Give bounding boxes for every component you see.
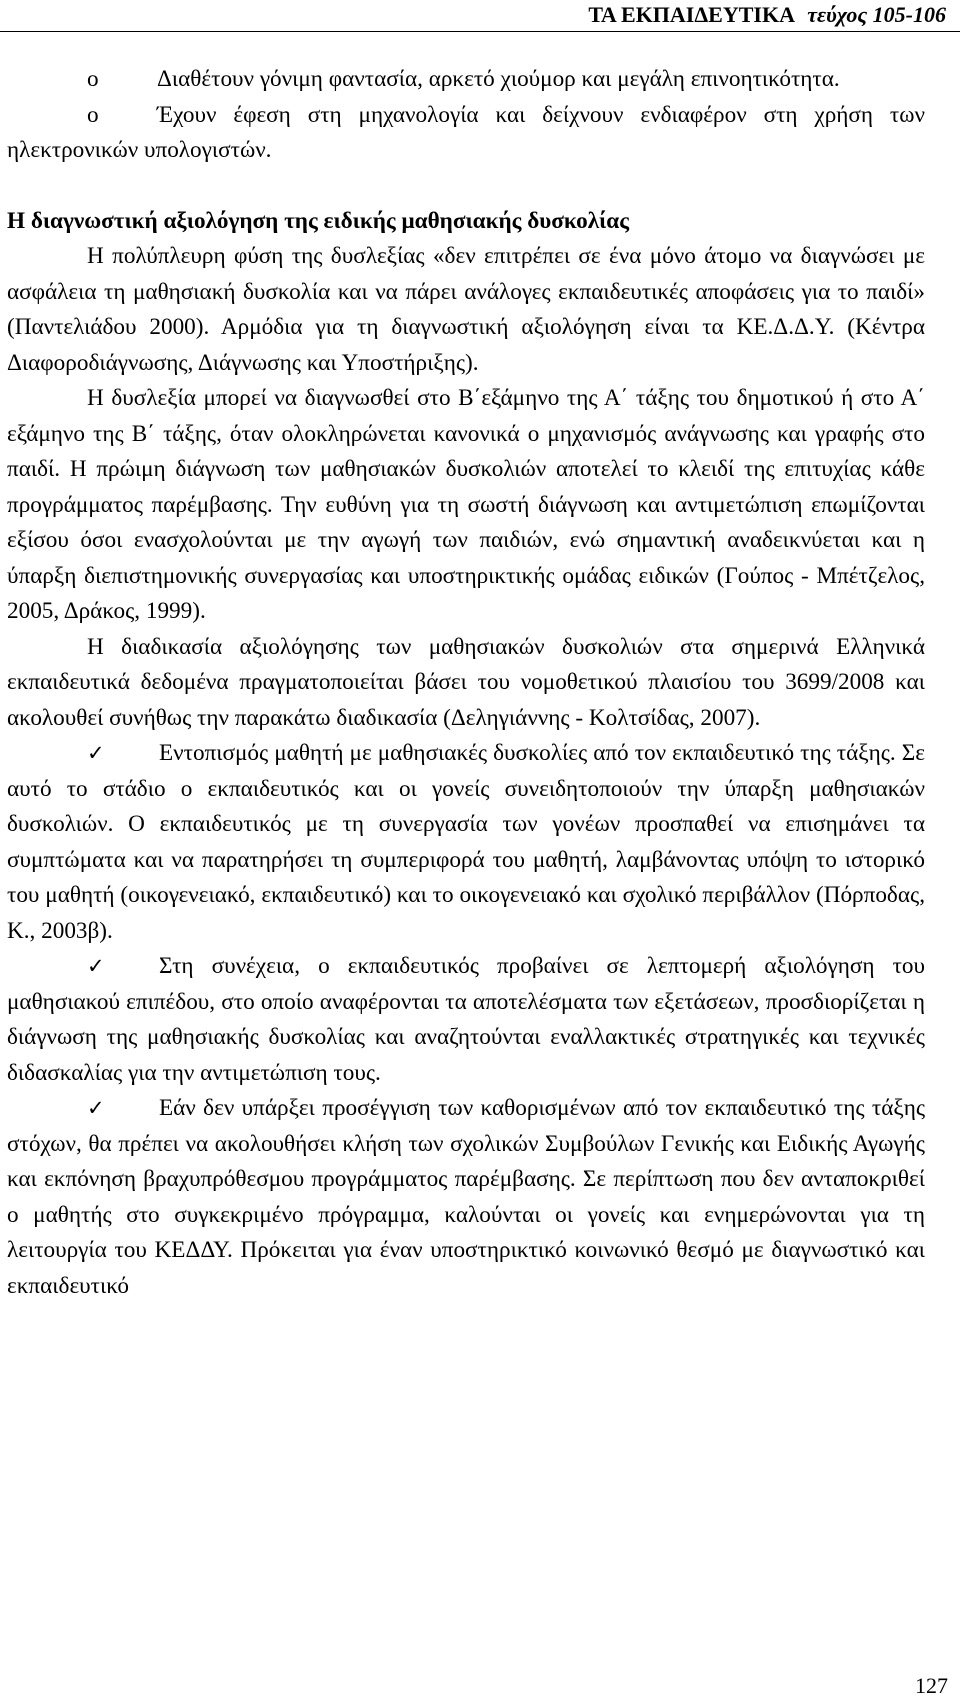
step-item	[7, 949, 925, 1091]
page-body	[7, 62, 925, 1304]
checkmark-icon: ✓	[87, 954, 105, 978]
section-heading: Η διαγνωστική αξιολόγηση της ειδικής μαθησιακής δυσκολίας	[7, 207, 629, 234]
step-text: Στη συνέχεια, ο εκπαιδευτικός προβαίνει σε λεπτομερή αξιολόγηση του μαθησιακού επιπέδου, στο οποίο αναφέρονται τα αποτελέσματα των εξετάσεων, προσδιορίζεται η διάγνωση της μαθησιακής δυσκολίας και αναζητούνται εναλλακτικές στρατηγικές και τεχνικές διδασκαλίας για την αντιμετώπιση τους.	[7, 953, 925, 1086]
bullet-marker: o	[87, 101, 99, 128]
checkmark-icon: ✓	[87, 741, 105, 765]
issue-number: τεύχος 105-106	[807, 2, 946, 27]
running-header	[0, 0, 960, 32]
step-text: Εντοπισμός μαθητή με μαθησιακές δυσκολίες από τον εκπαιδευτικό της τάξης. Σε αυτό το στάδιο ο εκπαιδευτικός και οι γονείς συνειδητοποιούν την ύπαρξη μαθησιακών δυσκολιών. Ο εκπαιδευτικός με τη συνεργασία των γονέων προσπαθεί να επισημάνει τα συμπτώματα και να παρατηρήσει τη συμπεριφορά του μαθητή, λαμβάνοντας υπόψη το ιστορικό του μαθητή (οικογενειακό, εκπαιδευτικό) και το οικογενειακό και σχολικό περιβάλλον (Πόρποδας, Κ., 2003β).	[7, 740, 925, 944]
bullet-item	[7, 62, 925, 98]
paragraph: Η δυσλεξία μπορεί να διαγνωσθεί στο Β΄εξάμηνο της Α΄ τάξης του δημοτικού ή στο Α΄ εξάμηνο της Β΄ τάξης, όταν ολοκληρώνεται κανονικά ο μηχανισμός ανάγνωσης και γραφής στο παιδί. Η πρώιμη διάγνωση των μαθησιακών δυσκολιών αποτελεί το κλειδί της επιτυχίας κάθε προγράμματος παρέμβασης. Την ευθύνη για τη σωστή διάγνωση και αντιμετώπιση επωμίζονται εξίσου όσοι ενασχολούνται με την αγωγή των παιδιών, ενώ σημαντική αναδεικνύεται και η ύπαρξη διεπιστημονικής συνεργασίας και υποστηρικτικής ομάδας ειδικών (Γούπος - Μπέτζελος, 2005, Δράκος, 1999).	[7, 385, 925, 624]
step-text: Εάν δεν υπάρξει προσέγγιση των καθορισμένων από τον εκπαιδευτικό της τάξης στόχων, θα πρέπει να ακολουθήσει κλήση των σχολικών Συμβούλων Γενικής και Ειδικής Αγωγής και εκπόνηση βραχυπρόθεσμου προγράμματος παρέμβασης. Σε περίπτωση που δεν ανταποκριθεί ο μαθητής στο συγκεκριμένο πρόγραμμα, καλούνται οι γονείς και ενημερώνονται για τη λειτουργία του ΚΕΔΔΥ. Πρόκειται για έναν υποστηρικτικό κοινωνικό θεσμό με διαγνωστικό και εκπαιδευτικό	[7, 1095, 925, 1299]
paragraph: Η πολύπλευρη φύση της δυσλεξίας «δεν επιτρέπει σε ένα μόνο άτομο να διαγνώσει με ασφάλεια τη μαθησιακή δυσκολία και να πάρει ανάλογες εκπαιδευτικές αποφάσεις για το παιδί» (Παντελιάδου 2000). Αρμόδια για τη διαγνωστική αξιολόγηση είναι τα ΚΕ.Δ.Δ.Υ. (Κέντρα Διαφοροδιάγνωσης, Διάγνωσης και Υποστήριξης).	[7, 243, 925, 376]
bullet-marker: o	[87, 66, 99, 92]
paragraph: Η διαδικασία αξιολόγησης των μαθησιακών δυσκολιών στα σημερινά Ελληνικά εκπαιδευτικά δεδομένα πραγματοποιείται βάσει του νομοθετικού πλαισίου του 3699/2008 και ακολουθεί συνήθως την παρακάτω διαδικασία (Δεληγιάννης - Κολτσίδας, 2007).	[7, 633, 925, 731]
page-number: 127	[915, 1673, 948, 1698]
bullet-text: Διαθέτουν γόνιμη φαντασία, αρκετό χιούμορ και μεγάλη επινοητικότητα.	[157, 66, 840, 92]
step-item	[7, 736, 925, 949]
header-text	[588, 2, 946, 28]
checkmark-icon: ✓	[87, 1096, 105, 1120]
bullet-text: Έχουν έφεση στη μηχανολογία και δείχνουν ενδιαφέρον στη χρήση των ηλεκτρονικών υπολογιστών.	[7, 101, 925, 163]
step-item	[7, 1091, 925, 1304]
bullet-item	[7, 98, 925, 169]
journal-title: ΤΑ ΕΚΠΑΙΔΕΥΤΙΚΑ	[588, 2, 794, 27]
